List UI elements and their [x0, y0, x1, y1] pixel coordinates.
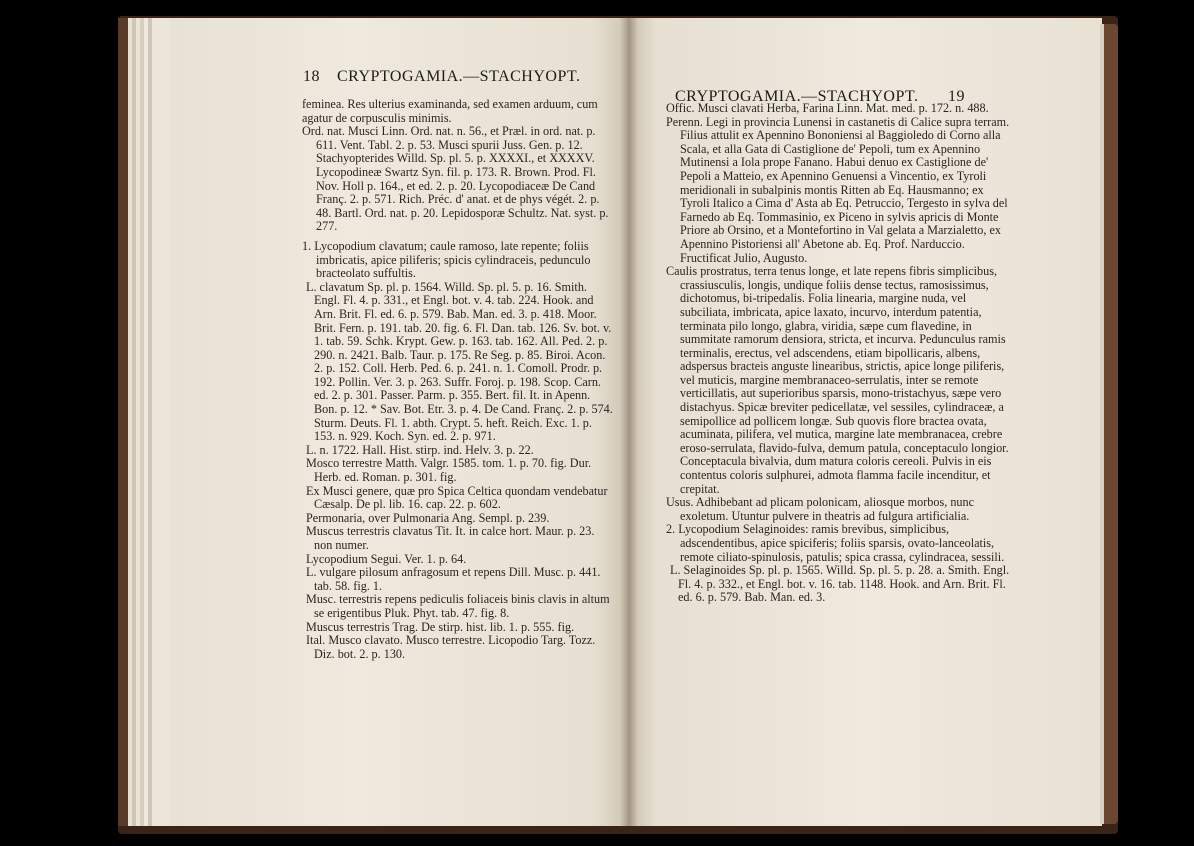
text-line: L. vulgare pilosum anfragosum et repens Dill. Musc. p. 441. tab. 58. fig. 1. — [306, 565, 601, 593]
text-line: Ex Musci genere, quæ pro Spica Celtica quondam vendebatur Cæsalp. De pl. lib. 16. cap. 22. p. 602. — [306, 483, 608, 512]
text-line: Perenn. Legi in provincia Lunensi in castanetis di Calice supra terram. Filius attulit ex Apennino Bononiensi al Baggioledo di Corno alla Scala, et alla Gata di Castiglione de' Pepoli, tum ex Apennino Mutinensi a Iola prope Fanano. Habui denuo ex Castiglione de' Pepoli a Matteio, ex Apennino Genuensi a Vincentio, ex Tyroli meridionali in subalpinis montis Ritten ab Eq. Hausmanno; ex Tyroli Italico a Cima d' Asta ab Eq. Petruccio, Tergesto in sylva del Farnedo ab Eq. Tommasinio, ex Piceno in sylvis apricis di Monte Priore ab Orsino, et a Montefortino in Val gelata a Marzialetto, ex Apennino Pistoriensi all' Abetone ab. Eq. Prof. Narduccio. Fructificat Julio, Augusto. — [666, 114, 1010, 265]
text-line: Muscus terrestris Trag. De stirp. hist. lib. 1. p. 555. fig. — [306, 619, 575, 634]
text-line: Usus. Adhibebant ad plicam polonicam, aliosque morbos, nunc exoletum. Utuntur pulvere in theatris ad fulgura artificialia. — [666, 495, 975, 523]
text-line: L. clavatum Sp. pl. p. 1564. Willd. Sp. pl. 5. p. 16. Smith. Engl. Fl. 4. p. 331., et Engl. bot. v. 4. tab. 224. Hook. and Arn. Brit. Fl. ed. 6. p. 579. Bab. Man. ed. 3. p. 418. Moor. Brit. Fern. p. 191. tab. 20. fig. 6. Fl. Dan. tab. 126. Sv. bot. v. 1. tab. 59. Schk. Krypt. Gew. p. 163. tab. 162. All. Ped. 2. p. 290. n. 2421. Balb. Taur. p. 175. Re Seg. p. 85. Biroi. Acon. 2. p. 152. Coll. Herb. Ped. 6. p. 241. n. 1. Comoll. Prodr. p. 192. Pollin. Ver. 3. p. 263. Suffr. Foroj. p. 198. Scop. Carn. ed. 2. p. 301. Passer. Parm. p. 355. Bert. fil. It. in Apenn. Bon. p. 12. * Sav. Bot. Etr. 3. p. 4. De Cand. Franç. 2. p. 574. Sturm. Deuts. Fl. 1. abth. Crypt. 5. heft. Reich. Exc. 1. p. 153. n. 929. Koch. Syn. ed. 2. p. 971. — [306, 279, 613, 444]
running-head-right: CRYPTOGAMIA.—STACHYOPT. — [675, 88, 919, 105]
running-head-left: CRYPTOGAMIA.—STACHYOPT. — [337, 68, 581, 85]
book-gutter — [620, 18, 638, 826]
text-line: 2. Lycopodium Selaginoides: ramis brevibus, simplicibus, adscendentibus, apice spiciferis; foliis sparsis, ovato-lanceolatis, remote ciliato-spinulosis, patulis; spica crassa, cylindracea, sessili. — [666, 522, 1005, 564]
right-page-text — [666, 102, 1012, 605]
text-line: Musc. terrestris repens pediculis foliaceis binis clavis in altum se erigentibus Pluk. Phyt. tab. 47. fig. 8. — [306, 592, 610, 620]
text-line: Offic. Musci clavati Herba, Farina Linn. Mat. med. p. 172. n. 488. — [666, 101, 989, 115]
text-line: L. n. 1722. Hall. Hist. stirp. ind. Helv. 3. p. 22. — [306, 442, 534, 457]
text-line: 1. Lycopodium clavatum; caule ramoso, late repente; foliis imbricatis, apice piliferis; spicis cylindraceis, pedunculo bracteolato suffultis. — [302, 238, 591, 281]
text-line: Ital. Musco clavato. Musco terrestre. Licopodio Targ. Tozz. Diz. bot. 2. p. 130. — [306, 633, 596, 661]
text-line: Mosco terrestre Matth. Valgr. 1585. tom. 1. p. 70. fig. Dur. Herb. ed. Roman. p. 301. fig. — [306, 456, 592, 485]
text-line: Muscus terrestris clavatus Tit. It. in calce hort. Maur. p. 23. non numer. — [306, 524, 595, 552]
page-edges-left — [118, 18, 174, 826]
right-page — [628, 18, 1102, 826]
text-line: Lycopodium Segui. Ver. 1. p. 64. — [306, 551, 467, 566]
text-line: Ord. nat. Musci Linn. Ord. nat. n. 56., et Præl. in ord. nat. p. 611. Vent. Tabl. 2. p. 53. Musci spurii Juss. Gen. p. 12. Stachyopterides Willd. Sp. pl. 5. p. XXXXI., et XXXXV. Lycopodineæ Swartz Syn. fil. p. 173. R. Brown. Prod. Fl. Nov. Holl p. 164., et ed. 2. p. 20. Lycopodiaceæ De Cand Franç. 2. p. 571. Rich. Préc. d' anat. et de phys végét. 2. p. 48. Bartl. Ord. nat. p. 20. Lepidosporæ Schultz. Nat. syst. p. 277. — [302, 124, 609, 234]
cover-edge-right — [1100, 24, 1118, 824]
left-page-text — [302, 80, 614, 661]
left-page — [170, 18, 628, 826]
text-line: Caulis prostratus, terra tenus longe, et late repens fibris simplicibus, crassiusculis, longis, undique foliis dense tectus, ramosissimus, dichotomus, bi-tripedalis. Folia linearia, margine nuda, vel subciliata, imbricata, apice laxato, incurvo, interdum patentia, terminata pilo longo, glabra, viridia, sæpe cum flavedine, in summitate ramorum densiora, stricta, et incurva. Pedunculus ramis terminalis, erectus, vel adscendens, etiam bipollicaris, albens, adspersus bracteis anguste linearibus, strictis, apice longe piliferis, vel muticis, margine membranaceo-serrulatis, inter se remote verticillatis, aut superioribus sparsis, mono-tristachyus, sæpe vero distachyus. Spicæ breviter pedicellatæ, vel sessiles, cylindraceæ, a semipollice ad pollicem longæ. Sub quovis flore bractea ovata, acuminata, pilifera, vel mutica, margine late membranacea, crebre eroso-serrulata, flavido-fulva, demum patula, conceptaculo longior. Conceptacula bivalvia, dum matura coloris cereoli. Pulvis in eis contentus coloris sulphurei, admota flamma facile incenditur, et crepitat. — [666, 264, 1009, 496]
text-line: Permonaria, over Pulmonaria Ang. Sempl. p. 239. — [306, 510, 550, 525]
text-line: feminea. Res ulterius examinanda, sed examen arduum, cum agatur de corpusculis minimis. — [302, 97, 598, 125]
text-line: L. Selaginoides Sp. pl. p. 1565. Willd. Sp. pl. 5. p. 28. a. Smith. Engl. Fl. 4. p. 332., et Engl. bot. v. 16. tab. 1148. Hook. and Arn. Brit. Fl. ed. 6. p. 579. Bab. Man. ed. 3. — [670, 563, 1010, 605]
page-number-right: 19 — [948, 88, 965, 105]
page-number-left: 18 — [303, 68, 320, 85]
